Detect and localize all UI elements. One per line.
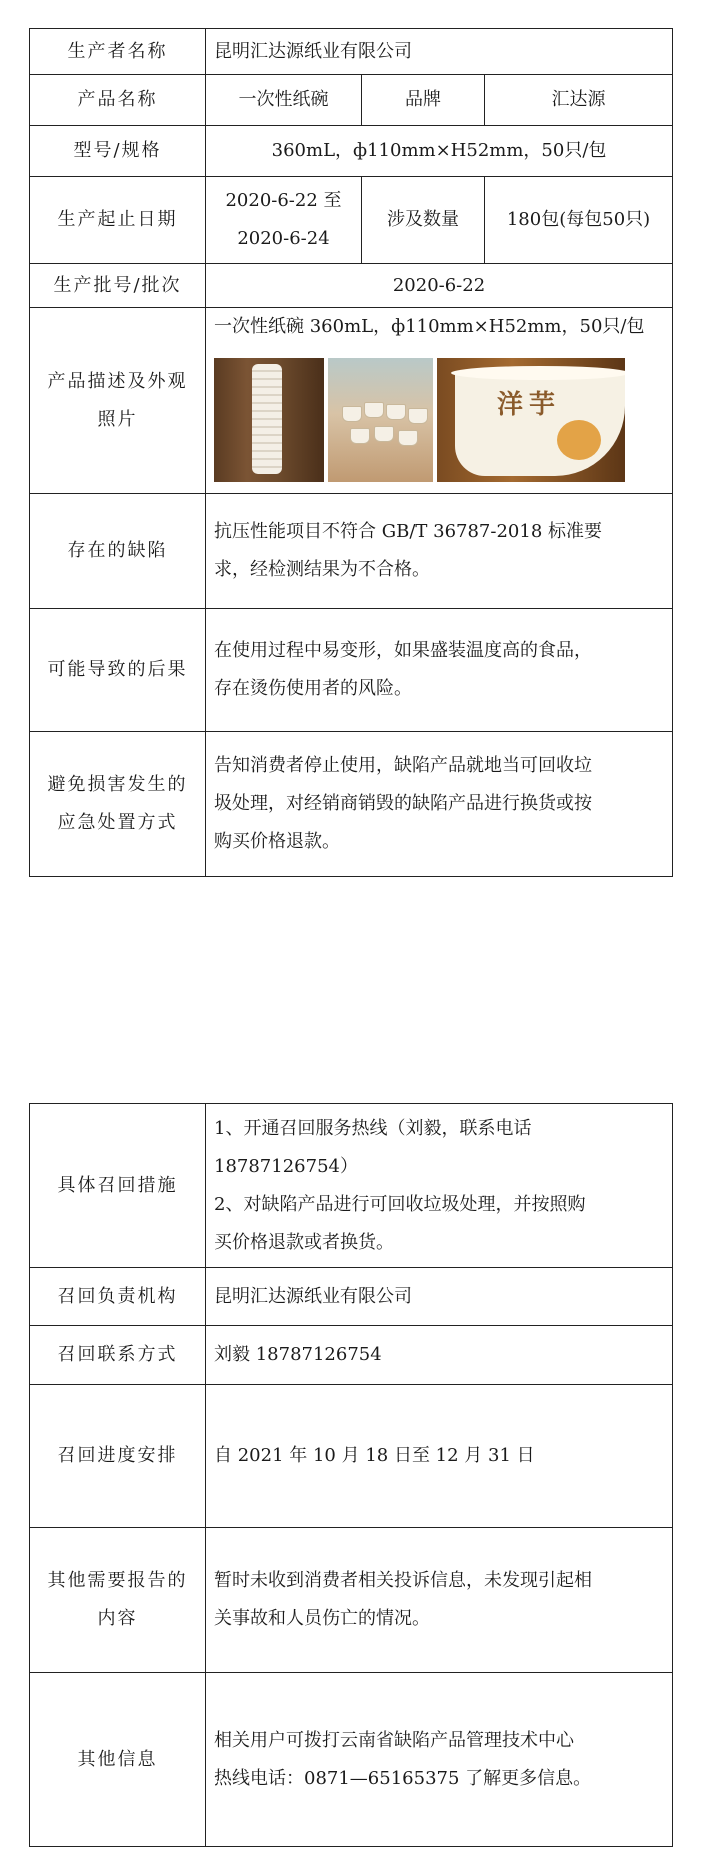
measures-row <box>30 1104 673 1268</box>
other-report-value <box>206 1528 673 1673</box>
consequence-label: 可能导致的后果 <box>30 609 206 732</box>
quantity-value: 180包(每包50只) <box>485 177 673 264</box>
emergency-line2: 圾处理，对经销商销毁的缺陷产品进行换货或按 <box>214 793 592 814</box>
org-value: 昆明汇达源纸业有限公司 <box>206 1268 673 1326</box>
date-value-line1: 2020-6-22 至 <box>225 190 342 211</box>
model-row <box>30 126 673 177</box>
batch-row <box>30 264 673 308</box>
defect-line2: 求，经检测结果为不合格。 <box>214 559 430 580</box>
description-row <box>30 308 673 494</box>
product-value: 一次性纸碗 <box>206 75 362 126</box>
schedule-value: 自 2021 年 10 月 18 日至 12 月 31 日 <box>206 1385 673 1528</box>
producer-label: 生产者名称 <box>30 29 206 75</box>
mascot-icon <box>557 420 601 460</box>
other-info-row <box>30 1673 673 1847</box>
product-label: 产品名称 <box>30 75 206 126</box>
photo-bowl-closeup <box>437 358 625 482</box>
description-cell <box>206 308 673 494</box>
brand-label: 品牌 <box>362 75 485 126</box>
emergency-line3: 购买价格退款。 <box>214 831 340 852</box>
measures-line1: 1、开通召回服务热线（刘毅，联系电话 <box>214 1117 532 1139</box>
other-report-label <box>30 1528 206 1673</box>
date-row <box>30 177 673 264</box>
batch-value: 2020-6-22 <box>206 264 673 308</box>
contact-row <box>30 1326 673 1385</box>
date-value <box>206 177 362 264</box>
emergency-value <box>206 732 673 877</box>
producer-row <box>30 29 673 75</box>
measures-value <box>206 1104 673 1268</box>
org-label: 召回负责机构 <box>30 1268 206 1326</box>
product-info-table <box>29 28 673 877</box>
other-info-label: 其他信息 <box>30 1673 206 1847</box>
other-info-line1: 相关用户可拨打云南省缺陷产品管理技术中心 <box>214 1729 574 1751</box>
other-info-value <box>206 1673 673 1847</box>
quantity-label: 涉及数量 <box>362 177 485 264</box>
product-photos <box>214 358 664 482</box>
brand-value: 汇达源 <box>485 75 673 126</box>
date-label: 生产起止日期 <box>30 177 206 264</box>
emergency-line1: 告知消费者停止使用，缺陷产品就地当可回收垃 <box>214 755 592 776</box>
other-report-line2: 关事故和人员伤亡的情况。 <box>214 1608 430 1629</box>
measures-line2: 18787126754） <box>214 1155 358 1177</box>
consequence-line1: 在使用过程中易变形，如果盛装温度高的食品， <box>214 640 592 661</box>
other-info-line2: 热线电话：0871—65165375 了解更多信息。 <box>214 1767 592 1789</box>
consequence-value <box>206 609 673 732</box>
emergency-label-line1: 避免损害发生的 <box>47 774 188 795</box>
recall-info-table <box>29 1103 673 1847</box>
description-label <box>30 308 206 494</box>
description-value: 一次性纸碗 360mL，ф110mm×H52mm，50只/包 <box>214 316 645 337</box>
photo-bowl-boxes <box>328 358 433 482</box>
consequence-row <box>30 609 673 732</box>
photo-bowl-text: 洋芋 <box>497 390 562 420</box>
schedule-label: 召回进度安排 <box>30 1385 206 1528</box>
defect-value <box>206 494 673 609</box>
measures-line4: 买价格退款或者换货。 <box>214 1231 394 1253</box>
other-report-line1: 暂时未收到消费者相关投诉信息，未发现引起相 <box>214 1570 592 1591</box>
defect-line1: 抗压性能项目不符合 GB/T 36787-2018 标准要 <box>214 521 602 542</box>
other-report-label-line2: 内容 <box>97 1608 138 1629</box>
emergency-row <box>30 732 673 877</box>
product-row <box>30 75 673 126</box>
contact-label: 召回联系方式 <box>30 1326 206 1385</box>
model-label: 型号/规格 <box>30 126 206 177</box>
description-label-line1: 产品描述及外观 <box>47 370 188 392</box>
batch-label: 生产批号/批次 <box>30 264 206 308</box>
org-row <box>30 1268 673 1326</box>
contact-value: 刘毅 18787126754 <box>206 1326 673 1385</box>
other-report-row <box>30 1528 673 1673</box>
description-label-line2: 照片 <box>97 408 138 430</box>
measures-label: 具体召回措施 <box>30 1104 206 1268</box>
emergency-label-line2: 应急处置方式 <box>57 812 178 833</box>
defect-row <box>30 494 673 609</box>
date-value-line2: 2020-6-24 <box>237 228 330 249</box>
producer-value: 昆明汇达源纸业有限公司 <box>206 29 673 75</box>
emergency-label <box>30 732 206 877</box>
measures-line3: 2、对缺陷产品进行可回收垃圾处理，并按照购 <box>214 1193 586 1215</box>
photo-stacked-bowls <box>214 358 324 482</box>
schedule-row <box>30 1385 673 1528</box>
consequence-line2: 存在烫伤使用者的风险。 <box>214 678 412 699</box>
defect-label: 存在的缺陷 <box>30 494 206 609</box>
other-report-label-line1: 其他需要报告的 <box>47 1570 188 1591</box>
model-value: 360mL，ф110mm×H52mm，50只/包 <box>206 126 673 177</box>
